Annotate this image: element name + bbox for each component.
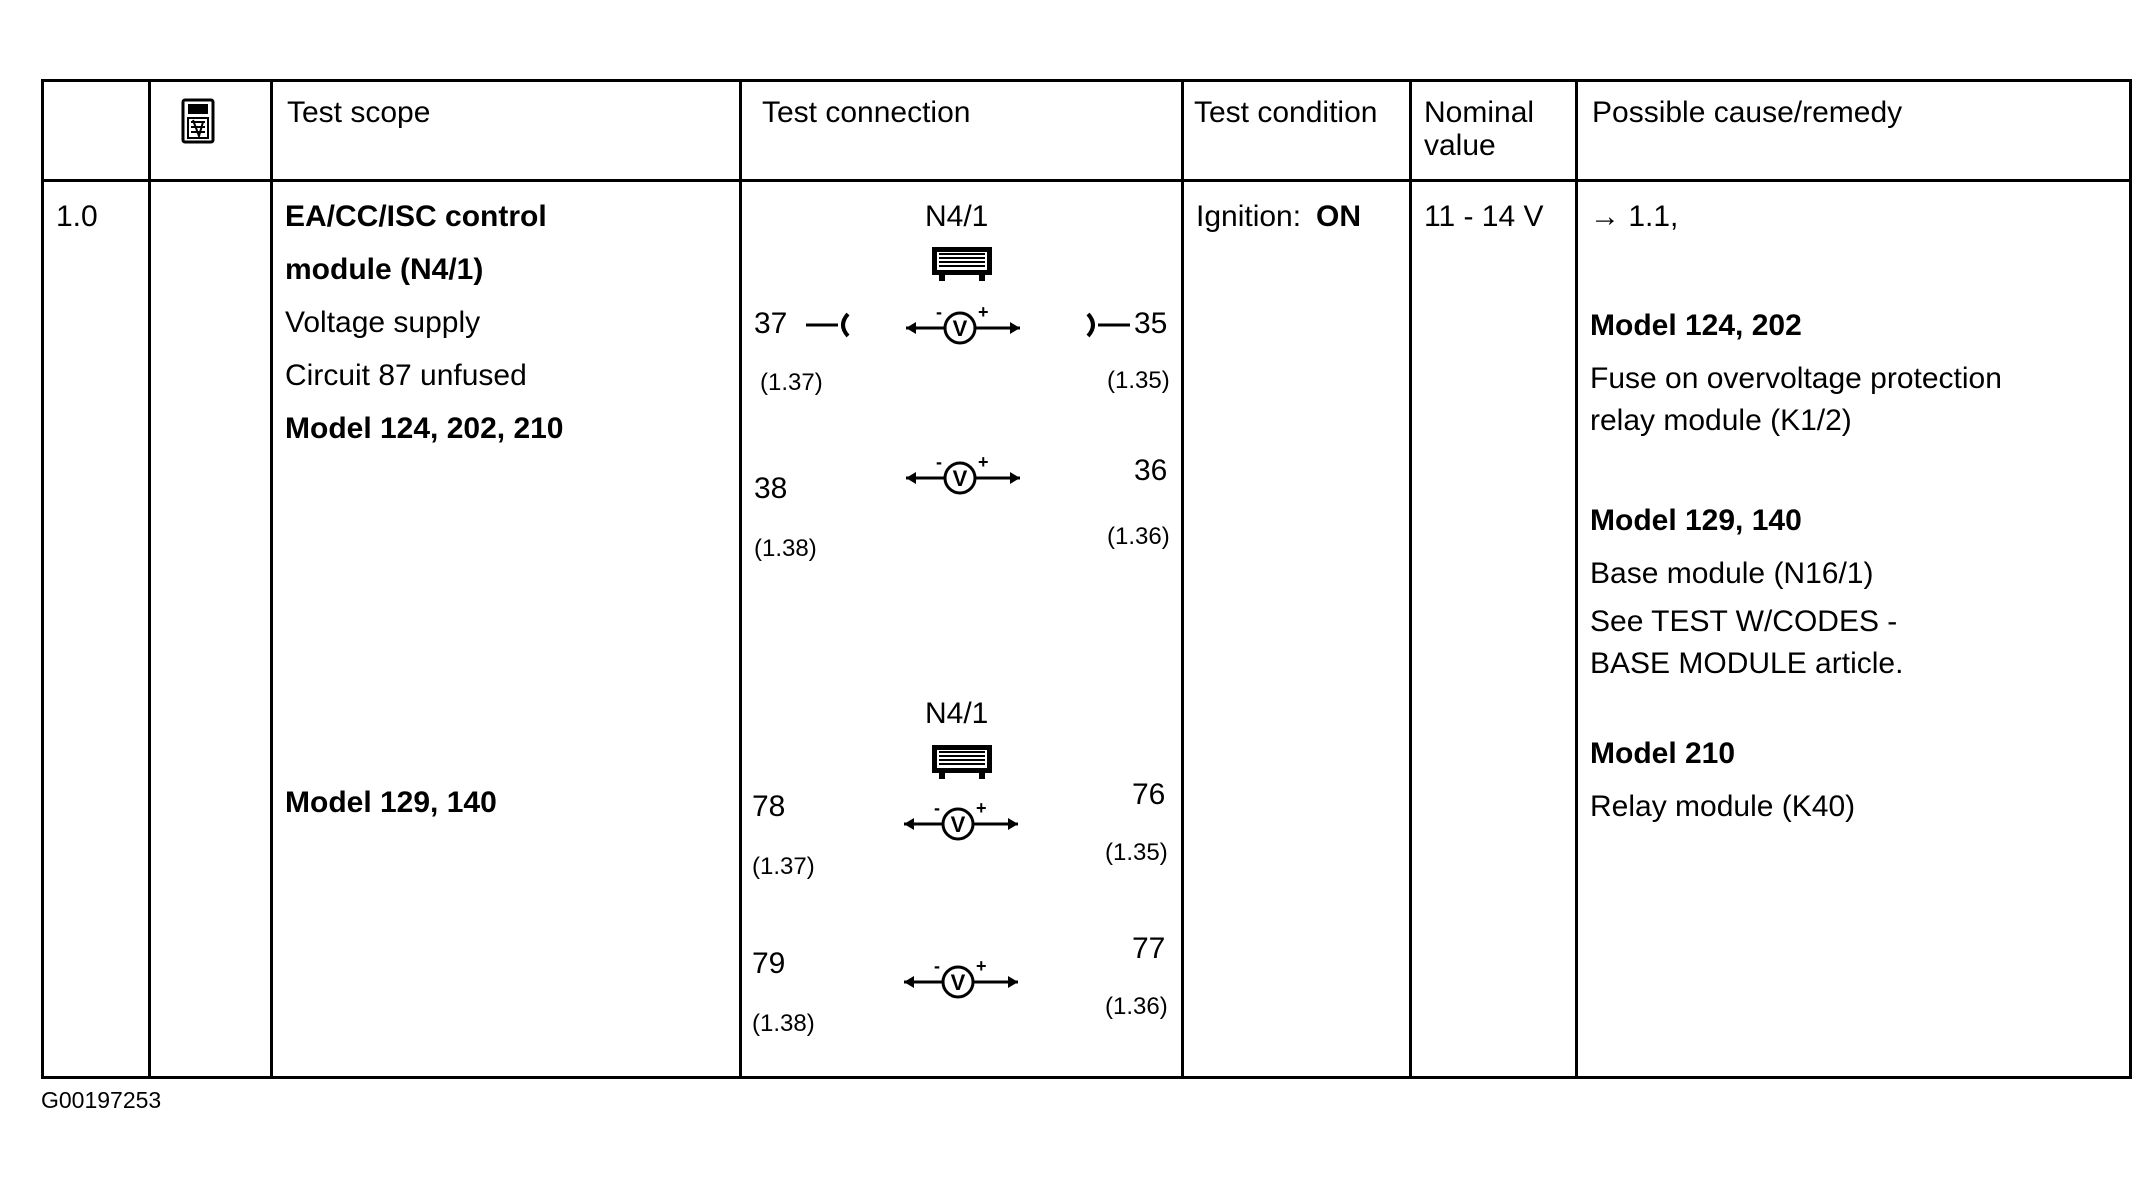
header-test-condition [1183,81,1411,181]
tester-icon [181,98,215,144]
header-test-connection-label: Test connection [762,96,971,129]
svg-text:+: + [976,958,987,976]
pin-37: 37 [754,307,788,340]
ref-2-37: (1.37) [752,853,815,880]
scope-circuit: Circuit 87 unfused [285,359,527,392]
test-connection-cell [741,181,1183,1078]
svg-text:+: + [976,800,987,818]
header-test-connection [741,81,1183,181]
step-number: 1.0 [56,200,98,233]
remedy-relay-module: Relay module (K40) [1590,790,1856,823]
scope-models-a: Model 124, 202, 210 [285,412,564,445]
meter-symbol: V [950,970,966,995]
tester-cell [150,181,272,1078]
ecu-icon [929,742,995,782]
voltmeter-icon [900,800,1022,844]
svg-text:-: - [936,304,942,322]
svg-text:+: + [978,304,989,322]
row-1-0 [43,181,2131,1078]
ref-2-38: (1.38) [752,1010,815,1037]
ref-2-36: (1.36) [1105,993,1168,1020]
remedy-fuse-line1: Fuse on overvoltage protection [1590,362,2002,395]
remedy-model-210: Model 210 [1590,737,1736,770]
remedy-model-129-140: Model 129, 140 [1590,504,1802,537]
voltmeter-icon [902,454,1024,498]
remedy-fuse-line2: relay module (K1/2) [1590,404,1852,437]
test-table [41,79,2132,1079]
ref-2-35: (1.35) [1105,839,1168,866]
pin-38: 38 [754,472,788,505]
voltmeter-icon [902,304,1024,348]
remedy-see-test: See TEST W/CODES - [1590,605,1898,638]
test-condition-cell [1183,181,1411,1078]
svg-text:-: - [934,958,940,976]
meter-symbol: V [952,316,968,341]
plug-left-icon [804,308,852,342]
test-scope-cell [272,181,741,1078]
svg-text:+: + [978,454,989,472]
svg-text:-: - [936,454,942,472]
step-cell [43,181,150,1078]
pin-76: 76 [1132,778,1166,811]
header-test-condition-label: Test condition [1194,96,1378,129]
condition-value: ON [1316,200,1361,233]
ref-1-37: (1.37) [760,369,823,396]
scope-voltage-supply: Voltage supply [285,306,481,339]
remedy-base-module-article: BASE MODULE article. [1590,647,1904,680]
condition-label: Ignition: [1196,200,1302,233]
component-label-b: N4/1 [925,697,989,730]
meter-symbol: V [950,812,966,837]
pin-79: 79 [752,947,786,980]
scope-title-line1: EA/CC/ISC control [285,200,547,233]
ref-1-36: (1.36) [1107,523,1170,550]
header-tester-cell [150,81,272,181]
figure-id: G00197253 [41,1087,162,1113]
component-label-a: N4/1 [925,200,989,233]
voltmeter-icon [900,958,1022,1002]
remedy-base-module: Base module (N16/1) [1590,557,1874,590]
pin-77: 77 [1132,932,1166,965]
ref-1-38: (1.38) [754,535,817,562]
header-step-cell [43,81,150,181]
header-test-scope-label: Test scope [287,96,431,129]
svg-text:-: - [934,800,940,818]
pin-78: 78 [752,790,786,823]
ref-1-35: (1.35) [1107,367,1170,394]
nominal-value-cell [1411,181,1577,1078]
header-cause-remedy [1577,81,2131,181]
scope-models-b: Model 129, 140 [285,786,497,819]
header-test-scope [272,81,741,181]
meter-symbol: V [952,466,968,491]
remedy-model-124-202: Model 124, 202 [1590,309,1802,342]
goto-step: → 1.1, [1590,200,1679,233]
header-row [43,81,2131,181]
pin-35: 35 [1134,307,1168,340]
pin-36: 36 [1134,454,1168,487]
scope-title-line2: module (N4/1) [285,253,484,286]
plug-right-icon [1084,308,1132,342]
ecu-icon [929,244,995,284]
header-nominal-value-label: Nominal value [1424,96,1535,162]
nominal-value: 11 - 14 V [1424,200,1544,233]
header-nominal-value [1411,81,1577,181]
cause-remedy-cell [1577,181,2131,1078]
header-cause-remedy-label: Possible cause/remedy [1592,96,1903,129]
